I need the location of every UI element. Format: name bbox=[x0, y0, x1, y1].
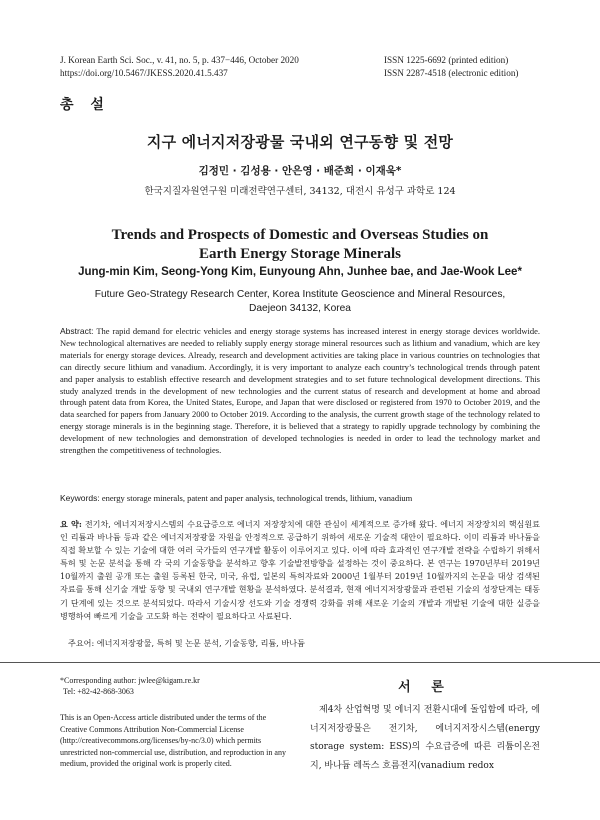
korean-keywords bbox=[68, 638, 305, 649]
corresponding-author-footnote bbox=[60, 675, 280, 697]
journal-citation bbox=[60, 54, 299, 79]
english-title-line: Trends and Prospects of Domestic and Overseas Studies on bbox=[111, 227, 489, 243]
abstract-label: Abstract: bbox=[60, 326, 94, 336]
korean-abstract-label: 요 약: bbox=[60, 519, 82, 529]
english-affiliation bbox=[50, 288, 550, 315]
korean-title: 지구 에너지저장광물 국내외 연구동향 및 전망 bbox=[146, 133, 454, 151]
english-affiliation-line: Future Geo-Strategy Research Center, Korea Institute Geoscience and Mineral Resources, bbox=[94, 289, 506, 300]
section-divider bbox=[0, 662, 600, 663]
issn-info bbox=[384, 54, 518, 79]
section-label: 총 설 bbox=[60, 97, 110, 113]
abstract-text: The rapid demand for electric vehicles and energy storage systems has increased interest in energy storage devices worldwide. New technological alternatives are needed to reliably supply energy storage mineral resources such as lithium and vanadium, which are key materials for energy storage devices. Already, research and development activities are taking place in various countries on technologies that can directly secure lithium and vanadium. Accordingly, it is very important to analyze each country’s technological trends through patent and paper analysis to establish effective research and development strategies and to set future technological development directions. This study analyzed trends in the development of new technologies and the current status of research and development at home and abroad through patent data from Korea, the United States, Europe, and Japan that were disclosed or registered from 1970 to October 2019, and the data searched for papers from January 2000 to October 2019. According to the analysis, the current growth stage of the technology related to energy storage minerals is in the beginning stage. Therefore, it is believed that a strategy to rapidly upgrade technology by combining the development of new technologies and demonstration of developed technologies is needed in order to lead the technology market and strengthen the competitiveness of technologies. bbox=[60, 326, 540, 456]
corresponding-author-tel: Tel: +82-42-868-3063 bbox=[63, 687, 134, 696]
journal-citation-line: J. Korean Earth Sci. Soc., v. 41, no. 5, p. 437−446, October 2020 bbox=[60, 55, 299, 65]
keywords bbox=[60, 493, 540, 505]
english-title-line: Earth Energy Storage Minerals bbox=[198, 246, 402, 262]
issn-print: ISSN 1225-6692 (printed edition) bbox=[384, 55, 509, 65]
korean-affiliation: 한국지질자원연구원 미래전략연구센터, 34132, 대전시 유성구 과학로 124 bbox=[144, 186, 456, 197]
corresponding-author-email: *Corresponding author: jwlee@kigam.re.kr bbox=[60, 676, 200, 685]
english-affiliation-line: Daejeon 34132, Korea bbox=[249, 302, 351, 314]
issn-electronic: ISSN 2287-4518 (electronic edition) bbox=[384, 67, 519, 78]
korean-abstract-text: 전기차, 에너지저장시스템의 수요급증으로 에너지 저장장치에 대한 관심이 세계적으로 증가해 왔다. 에너지 저장장치의 핵심원료인 리튬과 바나듐 등과 같은 에너지저장광물 자원을 안정적으로 공급하기 위하여 새로운 기술적 대안이 필요하다. 이미 리튬과 바나듐을 직접 확보할 수 있는 기술에 대한 여러 국가들의 연구개발 활동이 이루어지고 있다. 이에 따라 효과적인 연구개발 전략을 수립하기 위해서 특허 및 논문 분석을 통해 각 국의 기술동향을 분석하고 향후 기술발전방향을 설정하는 것이 중요하다. 본 연구는 1970년부터 2019년 10월까지 출원 공개 또는 출원 등록된 한국, 미국, 유럽, 일본의 특허자료와 2000년 1월부터 2019년 10월까지의 논문을 대상 검색된 자료를 통해 신기술 개발 동향 및 국내외 연구개발 현황을 분석하였다. 분석결과, 현재 에너지저장광물과 관련된 기술의 성장단계는 태동기 단계에 있는 것으로 분석되었다. 따라서 기술시장 선도와 기술 경쟁력 강화를 위해 새로운 기술의 개발과 개발된 기술에 대한 실증을 병행하여 빠르게 기술을 고도화 하는 전략이 필요하다고 사료된다. bbox=[60, 519, 540, 621]
license-notice: This is an Open-Access article distributed under the terms of the Creative Commons Attribution Non-Commercial License (http://creativecommons.org/licenses/by-nc/3.0) which permits unrestricted non-commercial use, distribution, and reproduction in any medium, provided the original work is properly cited. bbox=[60, 713, 286, 769]
doi-link[interactable]: https://doi.org/10.5467/JKESS.2020.41.5.437 bbox=[60, 67, 228, 78]
english-title bbox=[50, 226, 550, 264]
abstract bbox=[60, 326, 540, 457]
korean-keywords-text: 에너지저장광물, 특허 및 논문 분석, 기술동향, 리튬, 바나듐 bbox=[96, 638, 305, 648]
korean-authors: 김정민 · 김성용 · 안은영 · 배준희 · 이재욱* bbox=[198, 165, 402, 177]
keywords-label: Keywords: bbox=[60, 493, 100, 503]
introduction-text: 제4차 산업혁명 및 에너지 전환시대에 돌입함에 따라, 에너지저장광물은 전기차, 에너지저장시스템(energy storage system: ESS)의 수요급증에 따른 리튬이온전지, 바나듐 레독스 흐름전지(vanadium redox bbox=[310, 705, 540, 771]
korean-keywords-label: 주요어: bbox=[68, 638, 95, 648]
keywords-text: energy storage minerals, patent and paper analysis, technological trends, lithium, vanadium bbox=[101, 493, 413, 503]
korean-abstract bbox=[60, 518, 540, 623]
english-authors: Jung-min Kim, Seong-Yong Kim, Eunyoung Ahn, Junhee bae, and Jae-Wook Lee* bbox=[78, 266, 522, 278]
introduction-heading: 서 론 bbox=[398, 680, 452, 695]
